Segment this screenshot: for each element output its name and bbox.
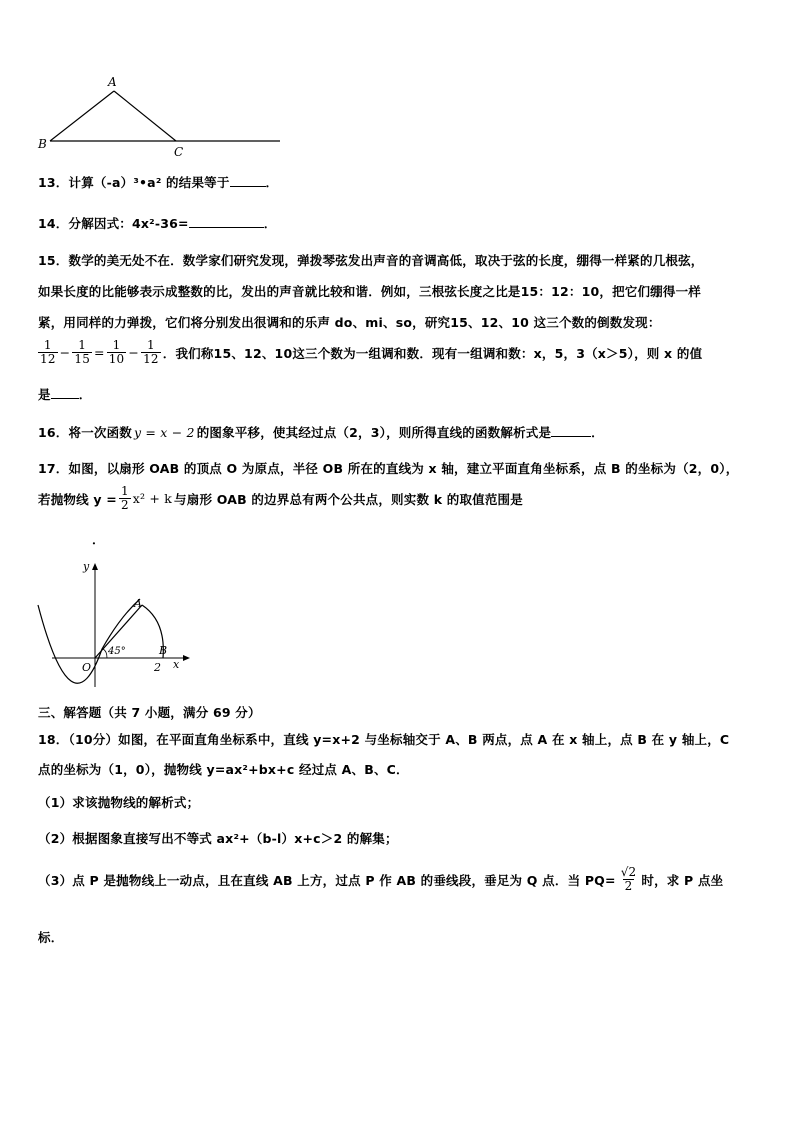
fraction-sqrt2-2: $\frac{√2}{2}$ [620,865,637,893]
question-14 [38,214,276,232]
op-equals: = [94,345,105,360]
q17-post: 与扇形 OAB 的边界总有两个公共点，则实数 k 的取值范围是 [174,491,523,507]
label-a2: A [134,597,142,610]
label-b2: B [159,644,168,657]
label-angle: 45° [108,646,126,657]
q17-dot: ． [92,532,105,547]
y-axis-arrow [92,563,98,570]
q15-answer-blank [51,386,79,399]
q16-text-post: 的图象平移，使其经过点（2，3），则所得直线的函数解析式是 [196,425,552,440]
question-18-line-2: 点的坐标为（1，0），抛物线 y=ax²+bx+c 经过点 A、B、C． [38,762,409,777]
question-18-part-1: （1）求该抛物线的解析式； [38,795,200,810]
question-18-part-3-end: 标． [38,930,64,945]
label-x: x [173,658,180,671]
fraction-1-15: $\frac{1}{15}$ [74,338,91,366]
fraction-1-10: $\frac{1}{10}$ [108,338,125,366]
triangle-figure [36,74,286,162]
fraction-1-2: $\frac{1}{2}$ [120,484,129,512]
label-y: y [83,560,90,573]
question-17-line-1: 17．如图，以扇形 OAB 的顶点 O 为原点，半径 OB 所在的直线为 x 轴，建立平面直角坐标系，点 B 的坐标为（2，0）， [38,461,739,476]
question-15-line-4 [38,339,702,366]
q16-function: y = x − 2 [134,425,195,440]
question-18-part-2: （2）根据图象直接写出不等式 ax²+（b-l）x+c＞2 的解集； [38,831,398,846]
q16-answer-blank [551,424,591,437]
question-13 [38,173,278,191]
x-axis-arrow [183,655,190,661]
q17-math: x² + k [132,491,173,506]
q14-text: 14．分解因式：4x²-36= [38,216,189,231]
op-minus-1: − [59,345,71,360]
q18-p3-post: 时，求 P 点坐 [641,872,724,888]
q16-end: ． [591,425,604,440]
label-b: B [38,137,47,151]
q14-end: ． [263,216,277,231]
q13-answer-blank [230,174,266,187]
label-c: C [174,145,184,159]
angle-mark [103,649,107,658]
label-a: A [108,75,117,89]
question-15-line-3: 紧，用同样的力弹拨，它们将分别发出很调和的乐声 do、mi、so，研究15、12、10 这三个数的倒数发现： [38,315,661,330]
question-17-line-2 [38,485,523,512]
q13-text: 13．计算（-a）³•a² 的结果等于 [38,175,230,190]
op-minus-2: − [128,345,140,360]
segment-ab [50,91,114,141]
segment-ac [114,91,176,141]
q16-text-pre: 16．将一次函数 [38,425,132,440]
parabola-sector-figure [30,555,200,695]
fraction-1-12b: $\frac{1}{12}$ [143,338,159,366]
question-15-line-2: 如果长度的比能够表示成整数的比，发出的声音就比较和谐．例如，三根弦长度之比是15：12：10，把它们绷得一样 [38,284,701,299]
label-o: O [82,661,92,674]
q15-line4-text: ．我们称15、12、10这三个数为一组调和数．现有一组调和数：x，5，3（x＞5），则 x 的值 [162,345,703,361]
question-18-part-3 [38,866,723,893]
q15-line5-text: 是 [38,387,51,402]
question-18-line-1: 18．（10分）如图，在平面直角坐标系中，直线 y=x+2 与坐标轴交于 A、B 两点，点 A 在 x 轴上，点 B 在 y 轴上，C [38,732,730,747]
question-15-line-1: 15．数学的美无处不在．数学家们研究发现，弹拨琴弦发出声音的音调高低，取决于弦的长度，绷得一样紧的几根弦， [38,253,704,268]
question-16 [38,423,604,441]
section-3-heading: 三、解答题（共 7 小题，满分 69 分） [38,705,261,720]
q18-p3-pre: （3）点 P 是抛物线上一动点，且在直线 AB 上方，过点 P 作 AB 的垂线段，垂足为 Q 点．当 PQ= [38,872,616,888]
q14-answer-blank [189,215,264,228]
question-15-line-5 [38,385,91,403]
label-two: 2 [154,661,161,674]
fraction-1-12: $\frac{1}{12}$ [40,338,56,366]
q13-end: ． [265,175,279,190]
q17-pre: 若抛物线 y = [38,491,117,507]
q15-end: ． [78,387,92,402]
